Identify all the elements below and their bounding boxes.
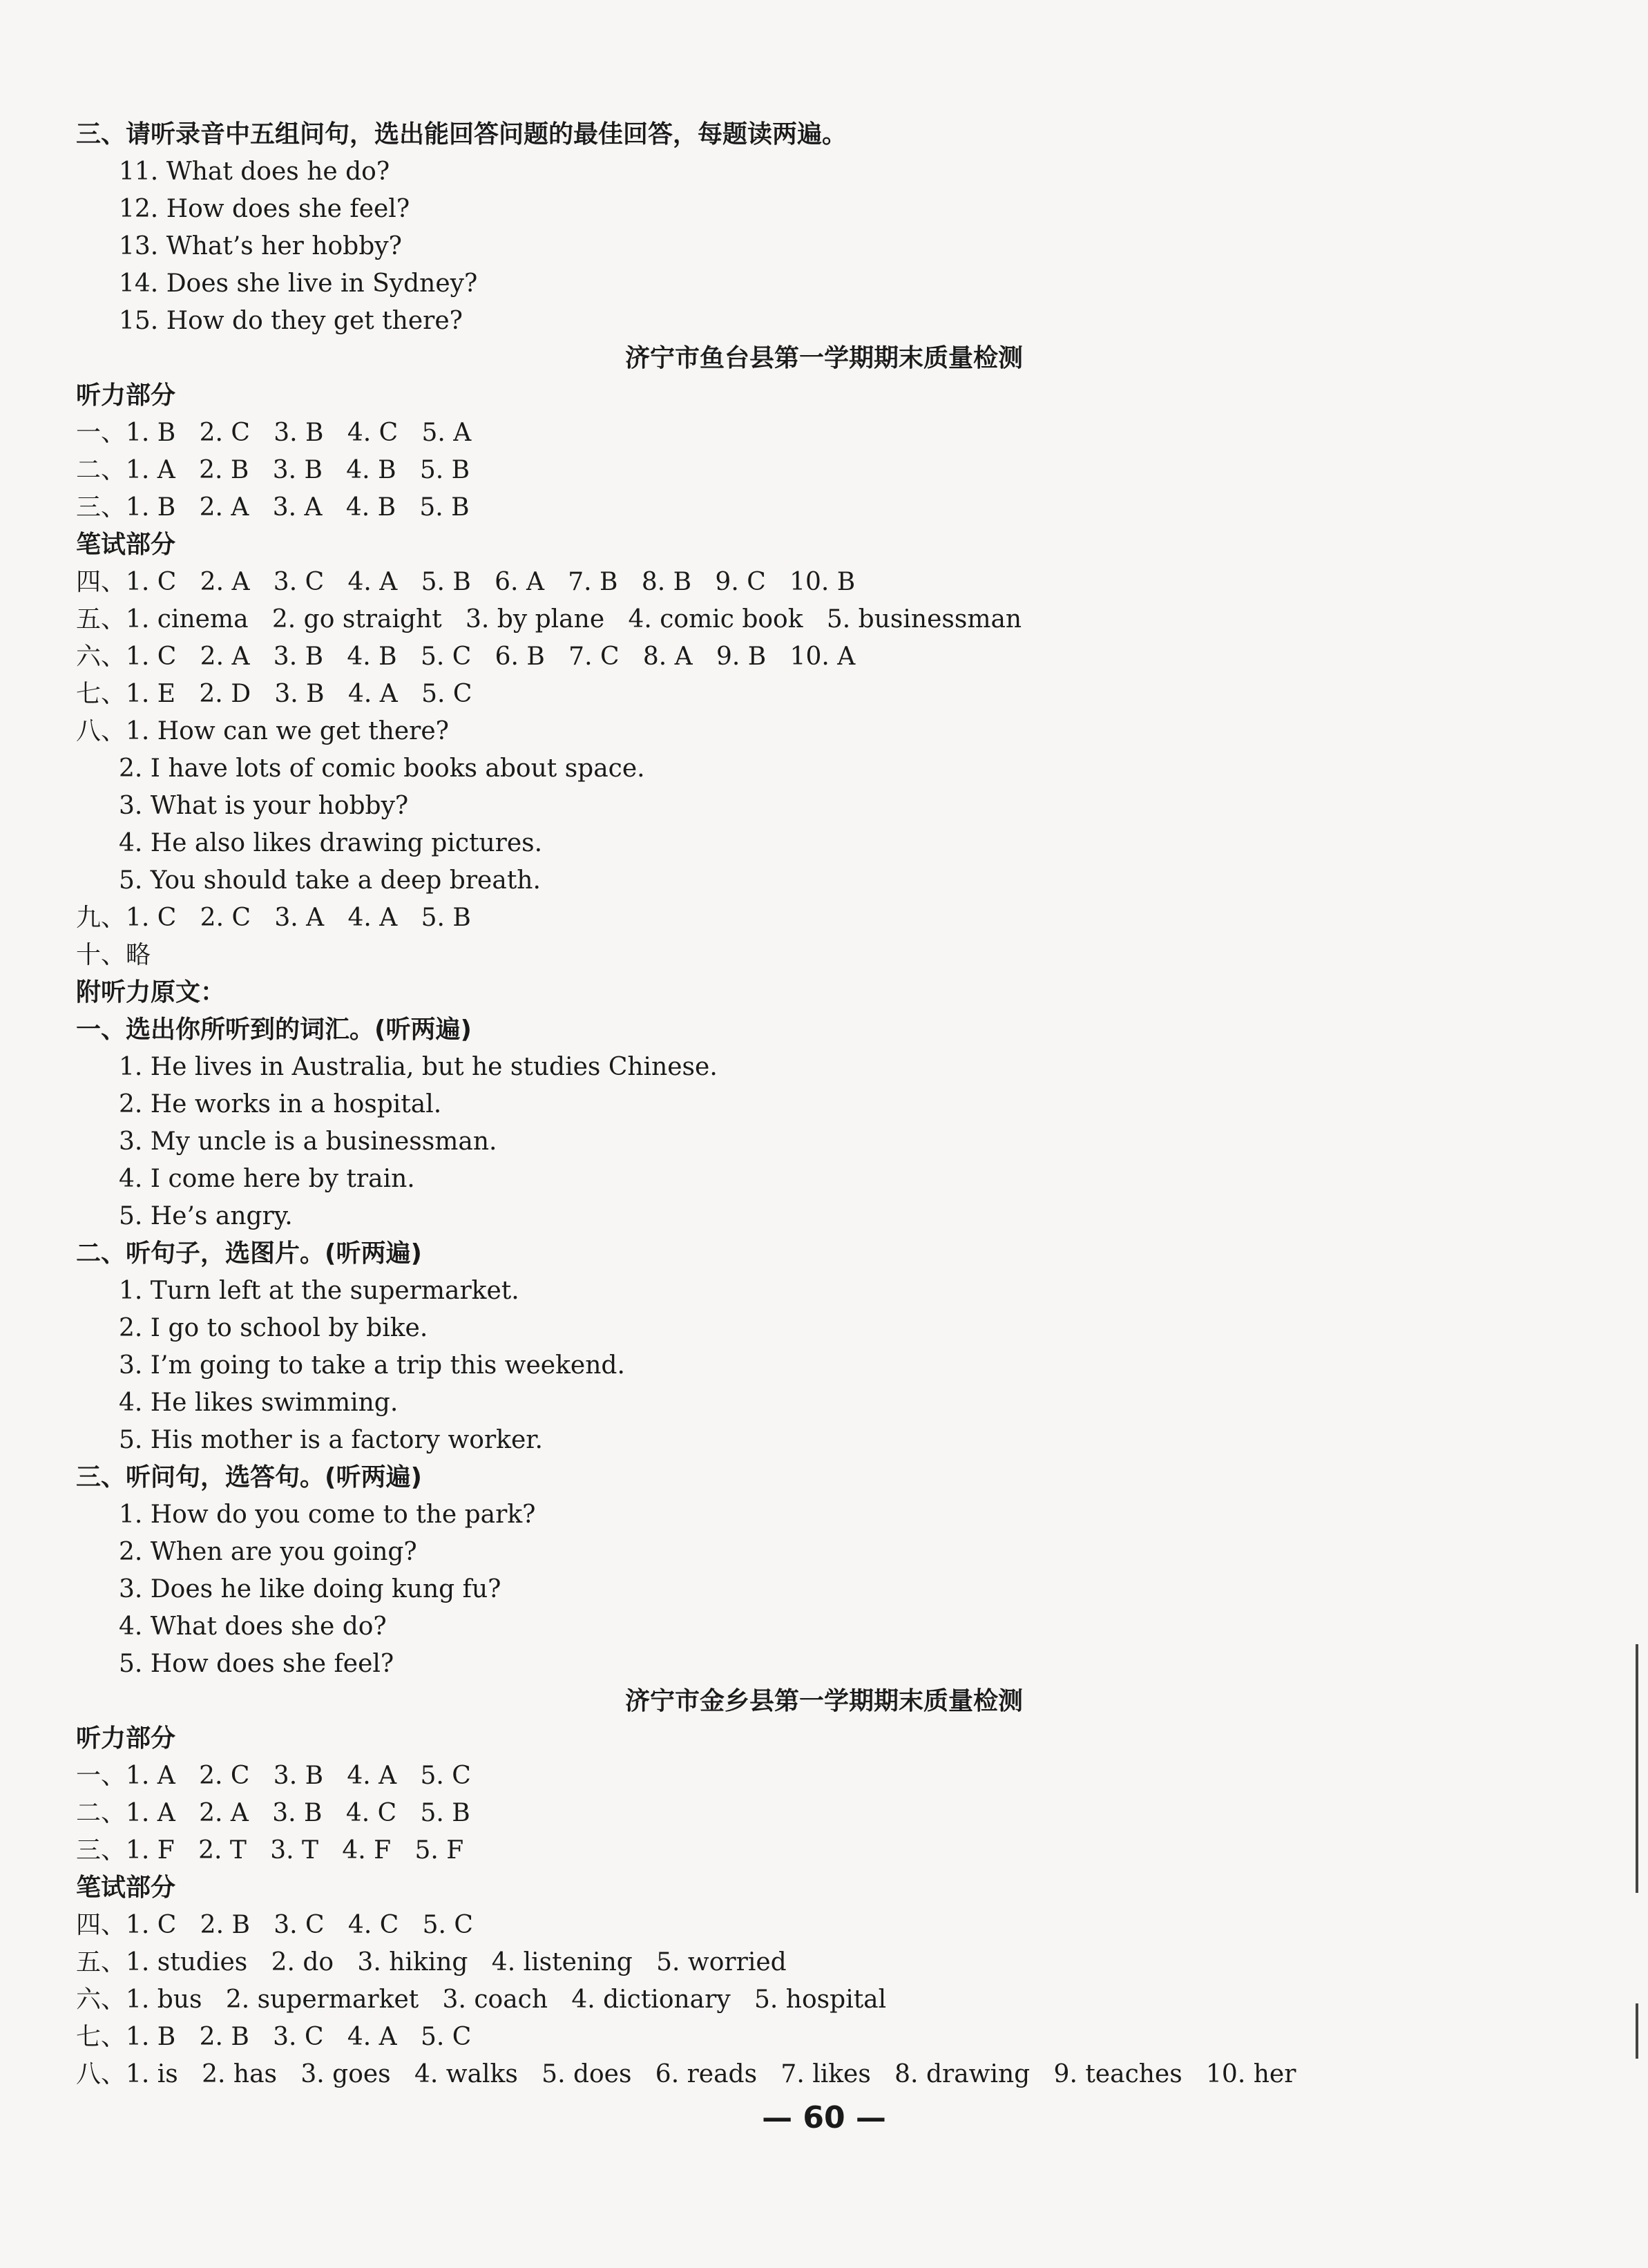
top-line-12: 12. How does she feel? <box>119 195 410 223</box>
jinxiang-listening-2: 二、1. A 2. A 3. B 4. C 5. B <box>76 1799 470 1827</box>
yutai-t1-line: 2. He works in a hospital. <box>119 1090 442 1118</box>
yutai-written-label: 笔试部分 <box>76 531 176 559</box>
yutai-listening-label: 听力部分 <box>76 381 176 410</box>
jinxiang-written-5: 五、1. studies 2. do 3. hiking 4. listening 5. worried <box>76 1948 787 1976</box>
yutai-t3-line: 2. When are you going? <box>119 1538 417 1566</box>
yutai-t3-line: 4. What does she do? <box>119 1612 387 1641</box>
yutai-t1-line: 5. He’s angry. <box>119 1202 293 1230</box>
jinxiang-listening-label: 听力部分 <box>76 1724 176 1753</box>
yutai-t3-line: 5. How does she feel? <box>119 1650 394 1678</box>
yutai-sec10: 十、略 <box>76 941 151 969</box>
jinxiang-title: 济宁市金乡县第一学期期末质量检测 <box>624 1687 1023 1715</box>
yutai-t2-line: 3. I’m going to take a trip this weekend. <box>119 1351 625 1380</box>
yutai-t1-line: 4. I come here by train. <box>119 1165 415 1193</box>
yutai-t1-line: 1. He lives in Australia, but he studies Chinese. <box>119 1053 718 1081</box>
jinxiang-written-6: 六、1. bus 2. supermarket 3. coach 4. dictionary 5. hospital <box>76 1985 887 2014</box>
yutai-t3-header: 三、听问句，选答句。(听两遍) <box>76 1463 422 1492</box>
yutai-t3-line: 3. Does he like doing kung fu? <box>119 1575 501 1603</box>
yutai-t2-line: 1. Turn left at the supermarket. <box>119 1277 519 1305</box>
yutai-sec8-line-4: 4. He also likes drawing pictures. <box>119 829 543 857</box>
top-line-14: 14. Does she live in Sydney? <box>119 269 478 298</box>
yutai-sec8-line-3: 3. What is your hobby? <box>119 792 409 820</box>
jinxiang-written-4: 四、1. C 2. B 3. C 4. C 5. C <box>76 1911 473 1939</box>
scan-edge-mark <box>1636 2003 1638 2059</box>
yutai-listening-1: 一、1. B 2. C 3. B 4. C 5. A <box>76 419 472 447</box>
yutai-sec8-line-1: 八、1. How can we get there? <box>76 717 449 745</box>
yutai-t2-line: 2. I go to school by bike. <box>119 1314 428 1342</box>
top-line-11: 11. What does he do? <box>119 158 390 186</box>
yutai-written-4: 四、1. C 2. A 3. C 4. A 5. B 6. A 7. B 8. B 9. C 10. B <box>76 568 856 596</box>
page-number: — 60 — <box>762 2100 886 2135</box>
yutai-listening-3: 三、1. B 2. A 3. A 4. B 5. B <box>76 493 470 522</box>
jinxiang-written-8: 八、1. is 2. has 3. goes 4. walks 5. does 6. reads 7. likes 8. drawing 9. teaches 10. her <box>76 2060 1296 2088</box>
yutai-written-7: 七、1. E 2. D 3. B 4. A 5. C <box>76 680 472 708</box>
scan-edge-mark <box>1636 1644 1638 1893</box>
jinxiang-written-label: 笔试部分 <box>76 1874 176 1902</box>
yutai-title: 济宁市鱼台县第一学期期末质量检测 <box>624 344 1023 372</box>
top-line-13: 13. What’s her hobby? <box>119 232 402 260</box>
jinxiang-listening-3: 三、1. F 2. T 3. T 4. F 5. F <box>76 1836 464 1865</box>
yutai-t2-line: 5. His mother is a factory worker. <box>119 1426 543 1454</box>
yutai-listening-2: 二、1. A 2. B 3. B 4. B 5. B <box>76 456 470 484</box>
yutai-sec8-line-5: 5. You should take a deep breath. <box>119 866 541 895</box>
jinxiang-written-7: 七、1. B 2. B 3. C 4. A 5. C <box>76 2023 472 2051</box>
yutai-t1-header: 一、选出你所听到的词汇。(听两遍) <box>76 1016 472 1044</box>
yutai-t1-line: 3. My uncle is a businessman. <box>119 1127 497 1156</box>
yutai-t2-line: 4. He likes swimming. <box>119 1389 399 1417</box>
yutai-written-6: 六、1. C 2. A 3. B 4. B 5. C 6. B 7. C 8. A 9. B 10. A <box>76 642 856 671</box>
top-line-15: 15. How do they get there? <box>119 307 463 335</box>
yutai-t3-line: 1. How do you come to the park? <box>119 1500 536 1529</box>
yutai-sec9: 九、1. C 2. C 3. A 4. A 5. B <box>76 904 471 932</box>
yutai-written-5: 五、1. cinema 2. go straight 3. by plane 4. comic book 5. businessman <box>76 605 1022 633</box>
top-section-header: 三、请听录音中五组问句，选出能回答问题的最佳回答，每题读两遍。 <box>76 120 847 149</box>
jinxiang-listening-1: 一、1. A 2. C 3. B 4. A 5. C <box>76 1762 471 1790</box>
yutai-t2-header: 二、听句子，选图片。(听两遍) <box>76 1239 422 1268</box>
yutai-sec8-line-2: 2. I have lots of comic books about space. <box>119 754 645 783</box>
yutai-transcript-label: 附听力原文： <box>76 978 226 1007</box>
